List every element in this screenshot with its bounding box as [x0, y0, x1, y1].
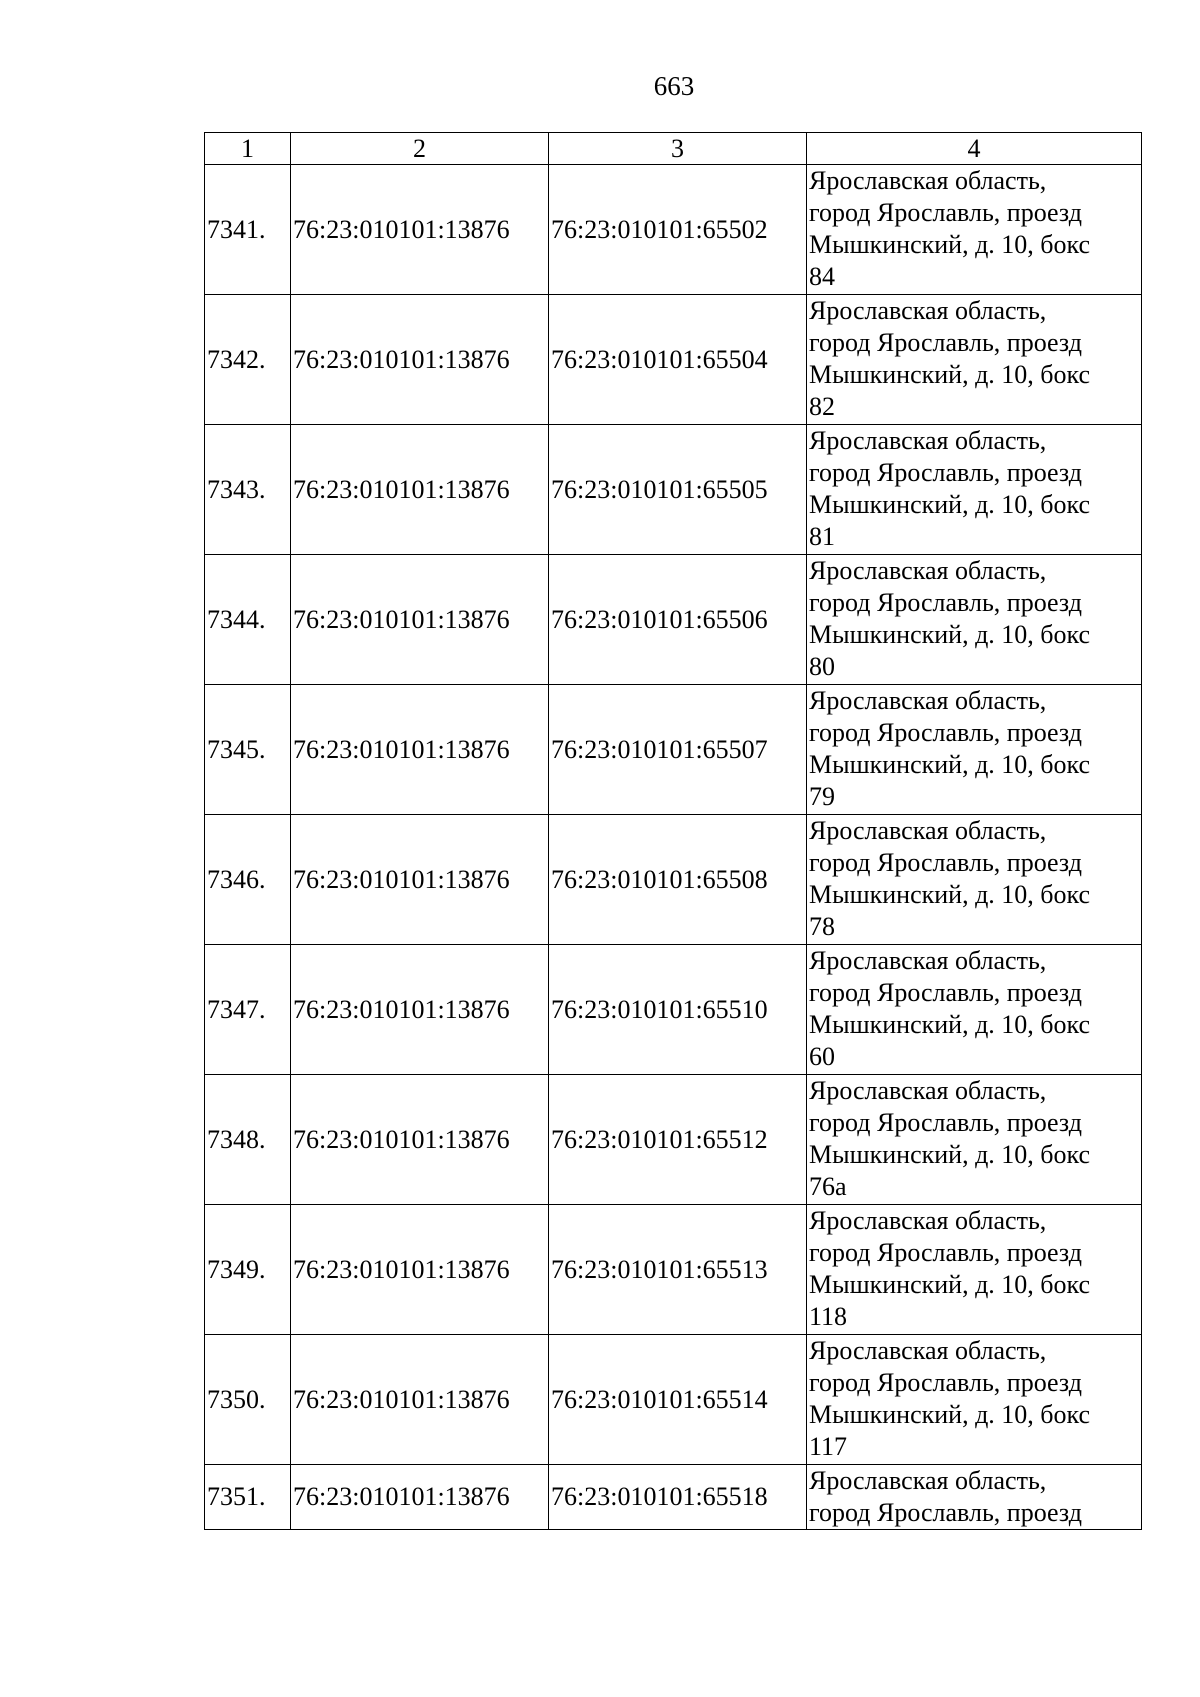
address-line: 79 [809, 782, 835, 811]
table-row [205, 425, 1142, 555]
table-row [205, 1205, 1142, 1335]
parcel-cadastral-number-cell: 76:23:010101:13876 [291, 1075, 549, 1205]
parcel-cadastral-number-cell: 76:23:010101:13876 [291, 1335, 549, 1465]
address-cell [807, 1205, 1142, 1335]
header-col-1: 1 [205, 133, 291, 165]
row-number-cell: 7341. [205, 165, 291, 295]
object-cadastral-number-cell: 76:23:010101:65505 [549, 425, 807, 555]
object-cadastral-number-cell: 76:23:010101:65508 [549, 815, 807, 945]
row-number-cell: 7342. [205, 295, 291, 425]
object-cadastral-number-cell: 76:23:010101:65514 [549, 1335, 807, 1465]
address-cell [807, 945, 1142, 1075]
address-line: город Ярославль, проезд [809, 1238, 1082, 1267]
address-line: Ярославская область, [809, 1206, 1047, 1235]
address-line: Мышкинский, д. 10, бокс [809, 360, 1091, 389]
registry-table [204, 132, 1142, 1530]
address-line: Ярославская область, [809, 296, 1047, 325]
object-cadastral-number-cell: 76:23:010101:65513 [549, 1205, 807, 1335]
address-line: Мышкинский, д. 10, бокс [809, 880, 1091, 909]
object-cadastral-number-cell: 76:23:010101:65504 [549, 295, 807, 425]
address-line: город Ярославль, проезд [809, 588, 1082, 617]
table-row [205, 295, 1142, 425]
address-line: Ярославская область, [809, 1336, 1047, 1365]
table-row [205, 555, 1142, 685]
address-cell [807, 295, 1142, 425]
address-line: 81 [809, 522, 835, 551]
address-line: Ярославская область, [809, 1466, 1047, 1495]
row-number-cell: 7349. [205, 1205, 291, 1335]
parcel-cadastral-number-cell: 76:23:010101:13876 [291, 165, 549, 295]
row-number-cell: 7346. [205, 815, 291, 945]
object-cadastral-number-cell: 76:23:010101:65510 [549, 945, 807, 1075]
table-row [205, 685, 1142, 815]
address-line: город Ярославль, проезд [809, 1108, 1082, 1137]
address-cell [807, 555, 1142, 685]
address-line: город Ярославль, проезд [809, 328, 1082, 357]
row-number-cell: 7348. [205, 1075, 291, 1205]
address-line: город Ярославль, проезд [809, 718, 1082, 747]
header-col-3: 3 [549, 133, 807, 165]
object-cadastral-number-cell: 76:23:010101:65502 [549, 165, 807, 295]
parcel-cadastral-number-cell: 76:23:010101:13876 [291, 685, 549, 815]
address-cell [807, 165, 1142, 295]
address-cell [807, 425, 1142, 555]
row-number-cell: 7347. [205, 945, 291, 1075]
address-cell [807, 1465, 1142, 1530]
address-line: Мышкинский, д. 10, бокс [809, 490, 1091, 519]
parcel-cadastral-number-cell: 76:23:010101:13876 [291, 945, 549, 1075]
address-line: Мышкинский, д. 10, бокс [809, 1140, 1091, 1169]
address-line: 82 [809, 392, 835, 421]
parcel-cadastral-number-cell: 76:23:010101:13876 [291, 815, 549, 945]
address-line: 76а [809, 1172, 847, 1201]
row-number-cell: 7344. [205, 555, 291, 685]
table-row [205, 815, 1142, 945]
address-line: Мышкинский, д. 10, бокс [809, 1010, 1091, 1039]
address-line: Мышкинский, д. 10, бокс [809, 620, 1091, 649]
header-col-4: 4 [807, 133, 1142, 165]
address-line: 117 [809, 1432, 848, 1461]
address-line: Ярославская область, [809, 166, 1047, 195]
address-line: Мышкинский, д. 10, бокс [809, 750, 1091, 779]
address-cell [807, 685, 1142, 815]
object-cadastral-number-cell: 76:23:010101:65518 [549, 1465, 807, 1530]
table-row [205, 1335, 1142, 1465]
table-row [205, 1465, 1142, 1530]
address-line: Ярославская область, [809, 1076, 1047, 1105]
parcel-cadastral-number-cell: 76:23:010101:13876 [291, 1465, 549, 1530]
address-line: Мышкинский, д. 10, бокс [809, 1400, 1091, 1429]
row-number-cell: 7350. [205, 1335, 291, 1465]
address-line: город Ярославль, проезд [809, 978, 1082, 1007]
address-line: 80 [809, 652, 835, 681]
parcel-cadastral-number-cell: 76:23:010101:13876 [291, 425, 549, 555]
address-cell [807, 815, 1142, 945]
object-cadastral-number-cell: 76:23:010101:65512 [549, 1075, 807, 1205]
address-line: Ярославская область, [809, 946, 1047, 975]
table-row [205, 165, 1142, 295]
row-number-cell: 7351. [205, 1465, 291, 1530]
address-line: Мышкинский, д. 10, бокс [809, 230, 1091, 259]
address-cell [807, 1335, 1142, 1465]
address-line: город Ярославль, проезд [809, 848, 1082, 877]
table-header-row [205, 133, 1142, 165]
object-cadastral-number-cell: 76:23:010101:65506 [549, 555, 807, 685]
address-line: город Ярославль, проезд [809, 1498, 1082, 1527]
address-line: 78 [809, 912, 835, 941]
object-cadastral-number-cell: 76:23:010101:65507 [549, 685, 807, 815]
table-row [205, 1075, 1142, 1205]
page-number: 663 [653, 71, 695, 101]
address-line: город Ярославль, проезд [809, 198, 1082, 227]
row-number-cell: 7343. [205, 425, 291, 555]
address-line: Ярославская область, [809, 556, 1047, 585]
address-line: Ярославская область, [809, 426, 1047, 455]
address-line: 84 [809, 262, 835, 291]
header-col-2: 2 [291, 133, 549, 165]
address-line: 118 [809, 1302, 848, 1331]
row-number-cell: 7345. [205, 685, 291, 815]
address-cell [807, 1075, 1142, 1205]
address-line: Ярославская область, [809, 686, 1047, 715]
parcel-cadastral-number-cell: 76:23:010101:13876 [291, 295, 549, 425]
parcel-cadastral-number-cell: 76:23:010101:13876 [291, 555, 549, 685]
address-line: 60 [809, 1042, 835, 1071]
parcel-cadastral-number-cell: 76:23:010101:13876 [291, 1205, 549, 1335]
address-line: Мышкинский, д. 10, бокс [809, 1270, 1091, 1299]
address-line: город Ярославль, проезд [809, 1368, 1082, 1397]
table-row [205, 945, 1142, 1075]
address-line: Ярославская область, [809, 816, 1047, 845]
address-line: город Ярославль, проезд [809, 458, 1082, 487]
